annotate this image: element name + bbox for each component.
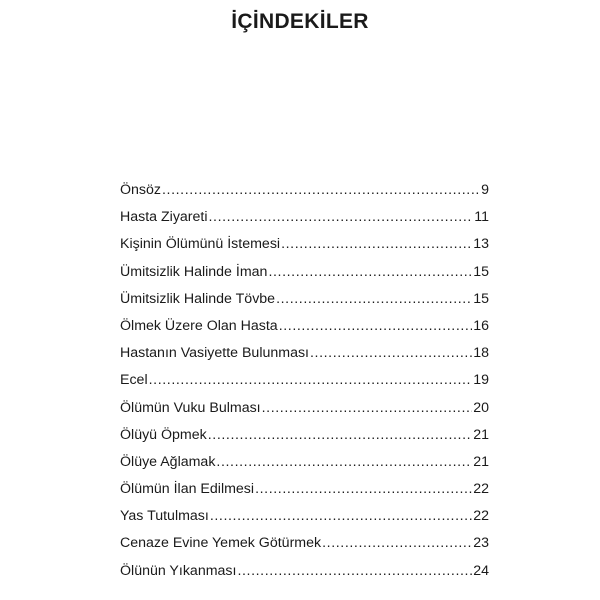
- toc-entry-page: 9: [481, 182, 489, 198]
- table-of-contents: [120, 182, 489, 590]
- toc-entry-title: Ölüye Ağlamak: [120, 453, 216, 470]
- toc-entry[interactable]: [120, 427, 489, 454]
- page-title: İÇİNDEKİLER: [231, 10, 369, 33]
- toc-entry[interactable]: [120, 209, 489, 236]
- toc-entry[interactable]: [120, 236, 489, 263]
- toc-entry-page: 19: [473, 372, 489, 389]
- dot-leader: [268, 264, 472, 280]
- dot-leader: [149, 372, 473, 388]
- dot-leader: [237, 563, 472, 579]
- dot-leader: [322, 535, 472, 551]
- toc-entry[interactable]: [120, 345, 489, 372]
- toc-entry-title: Ümitsizlik Halinde Tövbe: [120, 290, 276, 307]
- dot-leader: [262, 400, 473, 416]
- dot-leader: [162, 182, 480, 198]
- toc-entry-page: 15: [473, 290, 489, 307]
- toc-entry-page: 18: [473, 345, 489, 362]
- toc-entry[interactable]: [120, 563, 489, 590]
- toc-entry-page: 20: [473, 399, 489, 416]
- toc-entry-title: Ölmek Üzere Olan Hasta: [120, 317, 278, 334]
- dot-leader: [310, 345, 472, 361]
- toc-entry[interactable]: [120, 508, 489, 535]
- toc-entry-title: Ümitsizlik Halinde İman: [120, 263, 268, 280]
- dot-leader: [255, 481, 472, 497]
- toc-entry-title: Ölünün Yıkanması: [120, 562, 237, 579]
- toc-entry-page: 16: [473, 317, 489, 334]
- toc-entry-title: Hastanın Vasiyette Bulunması: [120, 345, 310, 362]
- toc-entry-title: Ölüyü Öpmek: [120, 426, 207, 443]
- dot-leader: [216, 454, 472, 470]
- toc-entry[interactable]: [120, 264, 489, 291]
- dot-leader: [281, 236, 472, 252]
- toc-entry-page: 22: [473, 481, 489, 498]
- toc-entry-page: 15: [473, 263, 489, 280]
- toc-entry[interactable]: [120, 400, 489, 427]
- toc-entry-page: 22: [473, 508, 489, 525]
- toc-entry[interactable]: [120, 372, 489, 399]
- toc-entry-page: 24: [473, 562, 489, 579]
- dot-leader: [276, 291, 472, 307]
- dot-leader: [208, 427, 472, 443]
- toc-entry[interactable]: [120, 481, 489, 508]
- toc-entry-page: 11: [474, 209, 489, 226]
- toc-entry-title: Ecel: [120, 372, 148, 389]
- toc-entry[interactable]: [120, 291, 489, 318]
- toc-entry-page: 23: [473, 535, 489, 552]
- toc-entry-title: Kişinin Ölümünü İstemesi: [120, 236, 281, 253]
- toc-entry-page: 21: [473, 426, 489, 443]
- toc-entry-title: Ölümün Vuku Bulması: [120, 399, 261, 416]
- toc-entry-title: Yas Tutulması: [120, 508, 209, 525]
- dot-leader: [279, 318, 473, 334]
- toc-entry-title: Önsöz: [120, 182, 162, 198]
- toc-entry[interactable]: [120, 318, 489, 345]
- toc-entry[interactable]: [120, 535, 489, 562]
- toc-entry-title: Cenaze Evine Yemek Götürmek: [120, 535, 322, 552]
- toc-entry[interactable]: [120, 454, 489, 481]
- toc-entry-title: Hasta Ziyareti: [120, 209, 208, 226]
- toc-entry-page: 13: [473, 236, 489, 253]
- dot-leader: [209, 209, 474, 225]
- toc-entry-page: 21: [473, 453, 489, 470]
- toc-entry-title: Ölümün İlan Edilmesi: [120, 481, 255, 498]
- dot-leader: [210, 508, 472, 524]
- toc-entry[interactable]: [120, 182, 489, 209]
